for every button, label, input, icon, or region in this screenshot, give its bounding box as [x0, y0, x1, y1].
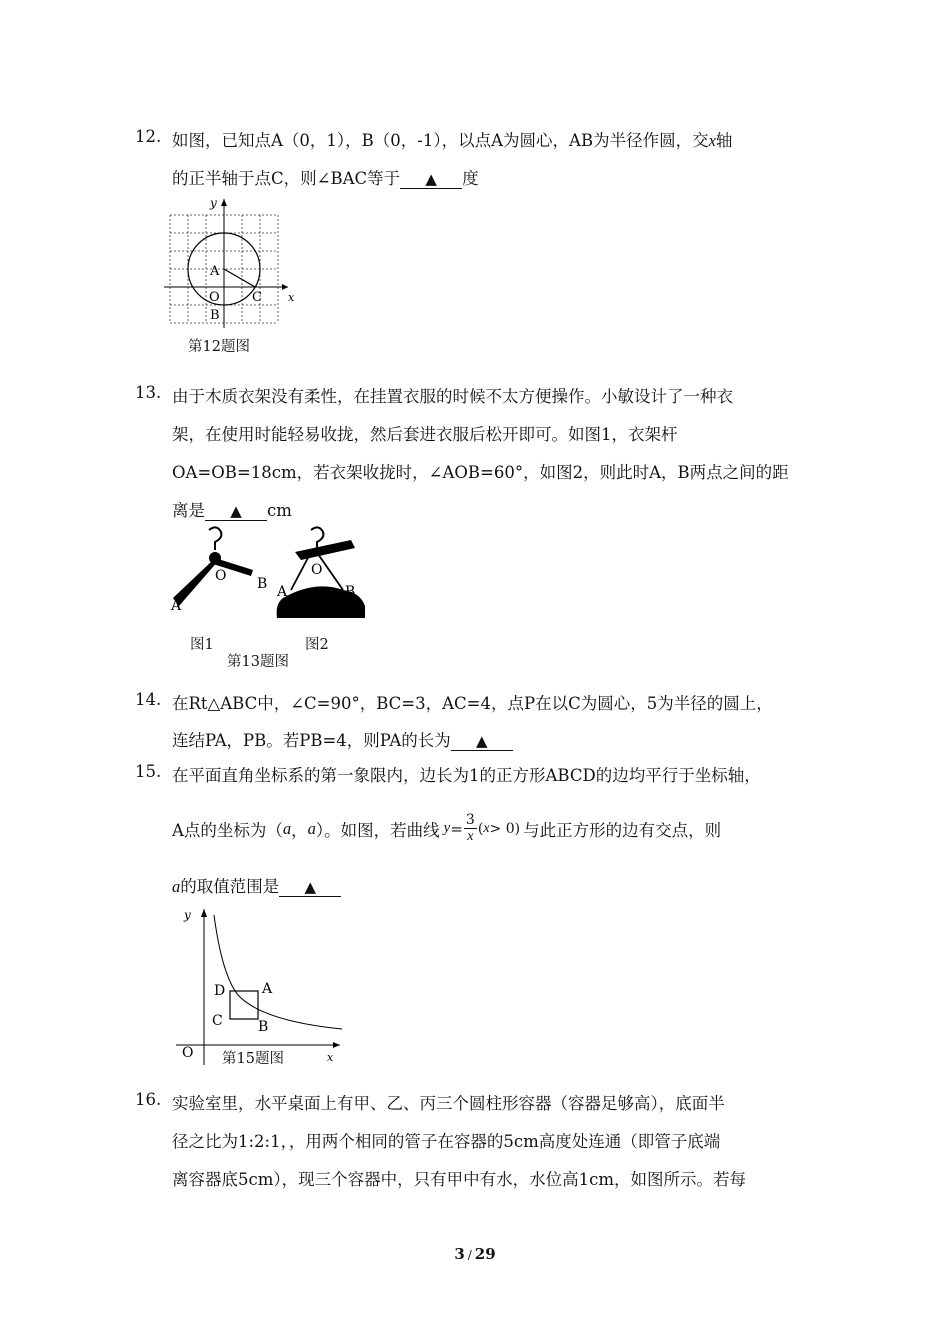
question-number: 15.	[135, 762, 162, 781]
point-label: B	[257, 576, 268, 592]
figure-13-caption: 第13题图	[227, 654, 289, 670]
point-label: A	[277, 584, 288, 600]
figure-13-label-2: 图2	[305, 637, 329, 653]
figure-12-caption: 第12题图	[188, 339, 250, 355]
page-number: 3 / 29	[454, 1245, 496, 1263]
point-label: A	[210, 264, 220, 279]
question-number: 14.	[135, 690, 162, 709]
hanger-folded-icon	[276, 527, 365, 618]
point-label: O	[209, 290, 220, 305]
hanger-open-icon	[170, 527, 267, 614]
answer-blank: ▲	[205, 502, 267, 521]
y-axis-label: y	[210, 196, 217, 210]
figure-12-coordinate-circle	[160, 195, 300, 330]
figure-13-hangers	[165, 520, 375, 635]
question-number: 16.	[135, 1090, 162, 1109]
point-label: O	[311, 562, 323, 578]
point-label: A	[171, 598, 182, 614]
x-axis-label: x	[327, 1051, 334, 1064]
x-axis-label: x	[288, 291, 295, 304]
point-label: C	[212, 1013, 223, 1029]
question-number: 13.	[135, 383, 162, 402]
point-label: B	[258, 1019, 269, 1035]
point-label: D	[214, 983, 226, 999]
question-number: 12.	[135, 127, 162, 146]
answer-blank: ▲	[451, 732, 513, 751]
point-label: O	[182, 1045, 194, 1061]
point-label: A	[262, 981, 273, 997]
answer-blank: ▲	[279, 878, 341, 897]
point-label: B	[345, 584, 356, 600]
point-label: B	[210, 308, 220, 323]
answer-blank: ▲	[400, 170, 462, 189]
figure-13-label-1: 图1	[190, 637, 214, 653]
point-label: O	[215, 568, 227, 584]
y-axis-label: y	[184, 908, 191, 922]
point-label: C	[252, 290, 262, 305]
figure-15-caption: 第15题图	[222, 1051, 284, 1067]
figure-15-hyperbola-square	[170, 905, 350, 1070]
fraction-3-over-x: $\frac{3}{x}$	[465, 812, 475, 844]
